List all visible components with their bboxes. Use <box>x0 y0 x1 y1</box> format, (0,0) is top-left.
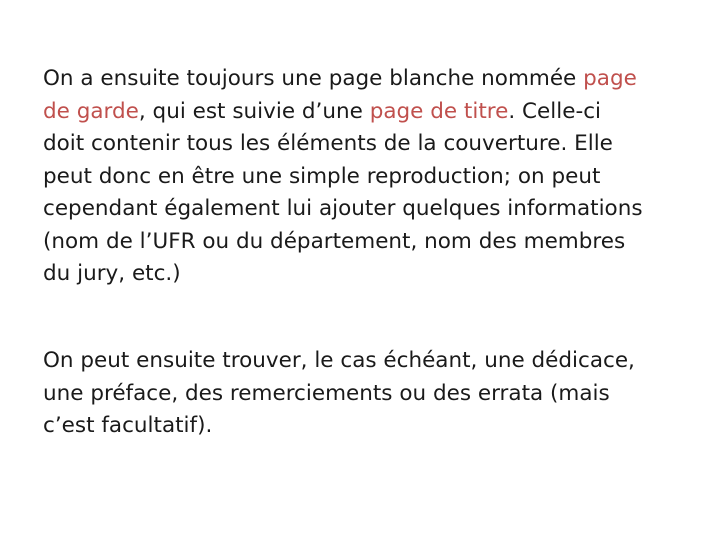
text-line <box>43 63 693 96</box>
text-run: On a ensuite toujours une page blanche nommée <box>43 66 584 91</box>
highlight-term-page-de-titre: page de titre <box>369 98 509 124</box>
text-run: . Celle-ci <box>508 98 601 124</box>
text-line: On peut ensuite trouver, le cas échéant, une dédicace, <box>43 348 635 373</box>
text-line: (nom de l’UFR ou du département, nom des membres <box>43 228 626 254</box>
highlight-term-page-de-garde-cont: de garde <box>43 98 139 124</box>
text-line: du jury, etc.) <box>43 261 181 286</box>
paragraph-front-matter <box>43 63 693 291</box>
text-line: c’est facultatif). <box>43 413 213 438</box>
text-line: peut donc en être une simple reproduction; on peut <box>43 163 601 189</box>
highlight-term-page-de-garde: page <box>583 66 637 91</box>
text-line: une préface, des remerciements ou des errata (mais <box>43 380 610 406</box>
text-line: cependant également lui ajouter quelques informations <box>43 196 643 221</box>
text-line: doit contenir tous les éléments de la couverture. Elle <box>43 131 613 156</box>
paragraph-optional-sections <box>43 345 693 443</box>
text-run: , qui est suivie d’une <box>138 98 370 124</box>
text-line <box>43 96 693 129</box>
